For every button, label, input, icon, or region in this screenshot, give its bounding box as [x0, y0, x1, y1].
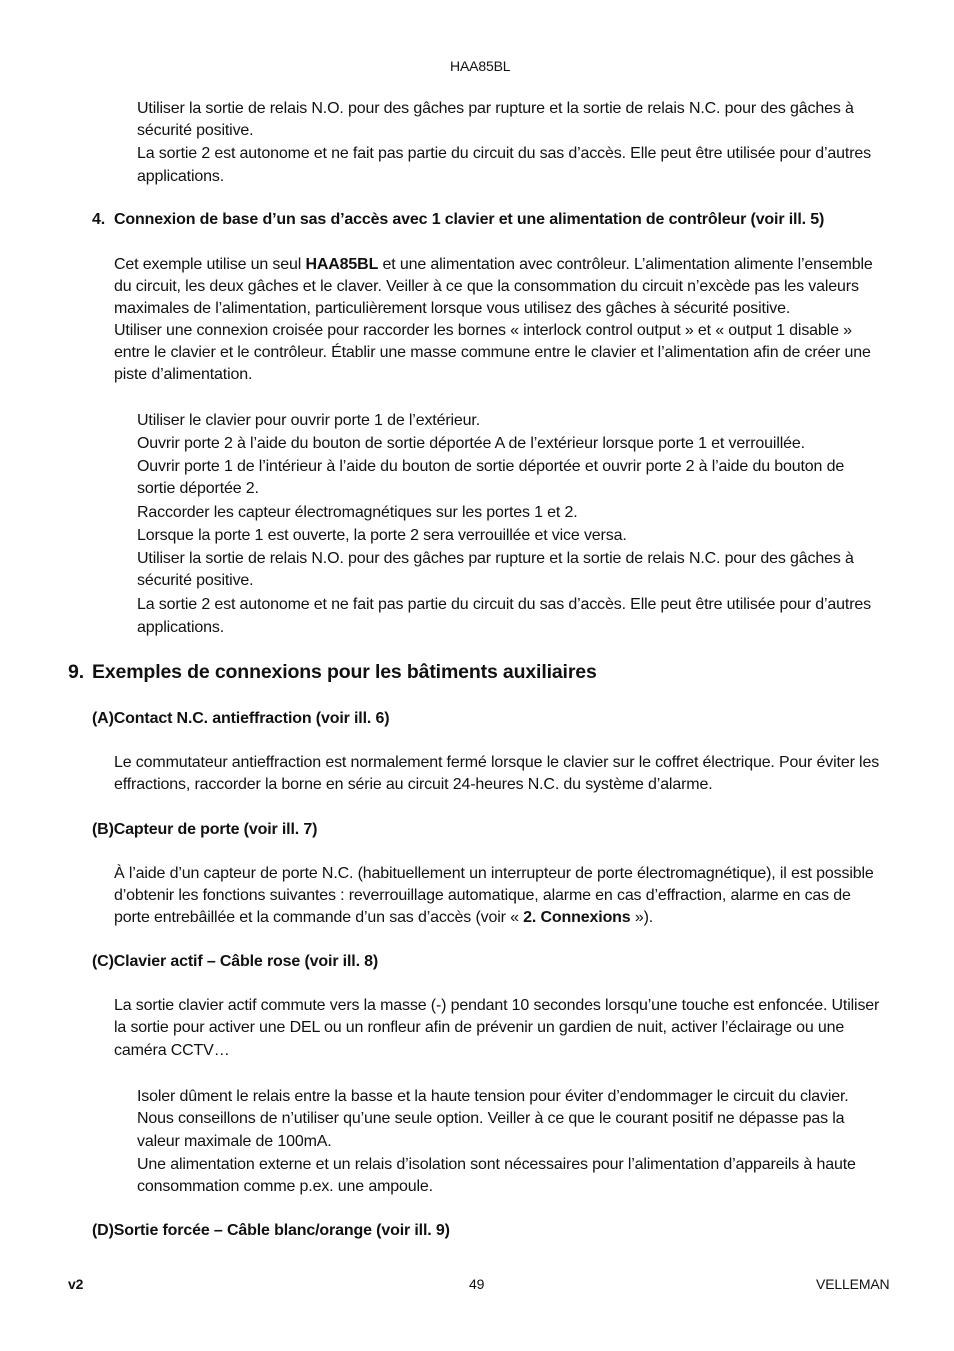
body-line: La sortie 2 est autonome et ne fait pas partie du circuit du sas d’accès. Elle peut être utilisée pour d’autres	[137, 145, 871, 162]
subsection-heading-d: (D)Sortie forcée – Câble blanc/orange (voir ill. 9)	[92, 1222, 450, 1239]
step-line: sécurité positive.	[137, 572, 254, 589]
note-line: Nous conseillons de n’utiliser qu’une seule option. Veiller à ce que le courant positif ne dépasse pas la	[137, 1110, 845, 1127]
cross-reference: 2. Connexions	[523, 909, 631, 926]
step-line: Raccorder les capteur électromagnétiques sur les portes 1 et 2.	[137, 504, 578, 521]
paragraph-line: La sortie clavier actif commute vers la masse (-) pendant 10 secondes lorsqu’une touche est enfoncée. Utiliser	[114, 997, 880, 1014]
paragraph-line: À l’aide d’un capteur de porte N.C. (habituellement un interrupteur de porte électromagnétique), il est possible	[114, 865, 874, 882]
subsection-heading-b: (B)Capteur de porte (voir ill. 7)	[92, 821, 318, 838]
note-line: consommation comme p.ex. une ampoule.	[137, 1178, 433, 1195]
text-run: porte entrebâillée et la commande d’un sas d’accès (voir «	[114, 909, 524, 926]
paragraph-line	[114, 255, 873, 275]
item-heading: Connexion de base d’un sas d’accès avec 1 clavier et une alimentation de contrôleur (voir ill. 5)	[114, 211, 825, 228]
step-line: sortie déportée 2.	[137, 480, 259, 497]
footer-page-number: 49	[469, 1276, 485, 1292]
step-line: Utiliser le clavier pour ouvrir porte 1 de l’extérieur.	[137, 412, 481, 429]
text-run: et une alimentation avec contrôleur. L’alimentation alimente l’ensemble	[378, 256, 873, 273]
step-line: Ouvrir porte 1 de l’intérieur à l’aide du bouton de sortie déportée et ouvrir porte 2 à l’aide du bouton de	[137, 458, 845, 475]
section-number: 9.	[68, 661, 84, 683]
subsection-heading-c: (C)Clavier actif – Câble rose (voir ill. 8)	[92, 953, 379, 970]
paragraph-line: d’obtenir les fonctions suivantes : reverrouillage automatique, alarme en cas d’effraction, alarme en cas de	[114, 887, 851, 904]
step-line: Utiliser la sortie de relais N.O. pour des gâches par rupture et la sortie de relais N.C. pour des gâches à	[137, 550, 854, 567]
body-line: sécurité positive.	[137, 122, 254, 139]
body-line: Utiliser la sortie de relais N.O. pour des gâches par rupture et la sortie de relais N.C. pour des gâches à	[137, 100, 854, 117]
paragraph-line: caméra CCTV…	[114, 1042, 230, 1059]
paragraph-line: la sortie pour activer une DEL ou un ronfleur afin de prévenir un gardien de nuit, activer l’éclairage ou une	[114, 1019, 845, 1036]
note-line: Isoler dûment le relais entre la basse et la haute tension pour éviter d’endommager le circuit du clavier.	[137, 1088, 849, 1105]
text-run: Cet exemple utilise un seul	[114, 256, 306, 273]
note-line: Une alimentation externe et un relais d’isolation sont nécessaires pour l’alimentation d’appareils à haute	[137, 1156, 856, 1173]
footer-brand: VELLEMAN	[816, 1276, 890, 1292]
text-run: »).	[630, 909, 654, 926]
item-number: 4.	[92, 211, 106, 228]
page-header-title: HAA85BL	[450, 58, 511, 74]
step-line: La sortie 2 est autonome et ne fait pas partie du circuit du sas d’accès. Elle peut être utilisée pour d’autres	[137, 596, 871, 613]
step-line: applications.	[137, 619, 224, 636]
paragraph-line: Utiliser une connexion croisée pour raccorder les bornes « interlock control output » et « output 1 disable »	[114, 322, 852, 339]
paragraph-line: effractions, raccorder la borne en série au circuit 24-heures N.C. du système d’alarme.	[114, 776, 713, 793]
paragraph-line: piste d’alimentation.	[114, 366, 253, 383]
note-line: valeur maximale de 100mA.	[137, 1133, 332, 1150]
paragraph-line: entre le clavier et le contrôleur. Établir une masse commune entre le clavier et l’alimentation afin de créer une	[114, 344, 871, 361]
section-heading: Exemples de connexions pour les bâtiments auxiliaires	[92, 661, 597, 683]
step-line: Lorsque la porte 1 est ouverte, la porte 2 sera verrouillée et vice versa.	[137, 527, 627, 544]
step-line: Ouvrir porte 2 à l’aide du bouton de sortie déportée A de l’extérieur lorsque porte 1 et verrouillée.	[137, 435, 805, 452]
paragraph-line: du circuit, les deux gâches et le claver. Veiller à ce que la consommation du circuit n’excède pas les valeurs	[114, 278, 859, 295]
paragraph-line: Le commutateur antieffraction est normalement fermé lorsque le clavier sur le coffret électrique. Pour éviter les	[114, 754, 880, 771]
paragraph-line: maximales de l’alimentation, particulièrement lorsque vous utilisez des gâches à sécurité positive.	[114, 300, 791, 317]
body-line: applications.	[137, 168, 224, 185]
subsection-heading-a: (A)Contact N.C. antieffraction (voir ill. 6)	[92, 710, 390, 727]
paragraph-line	[114, 908, 653, 928]
product-name: HAA85BL	[305, 256, 379, 273]
footer-version: v2	[68, 1276, 84, 1292]
